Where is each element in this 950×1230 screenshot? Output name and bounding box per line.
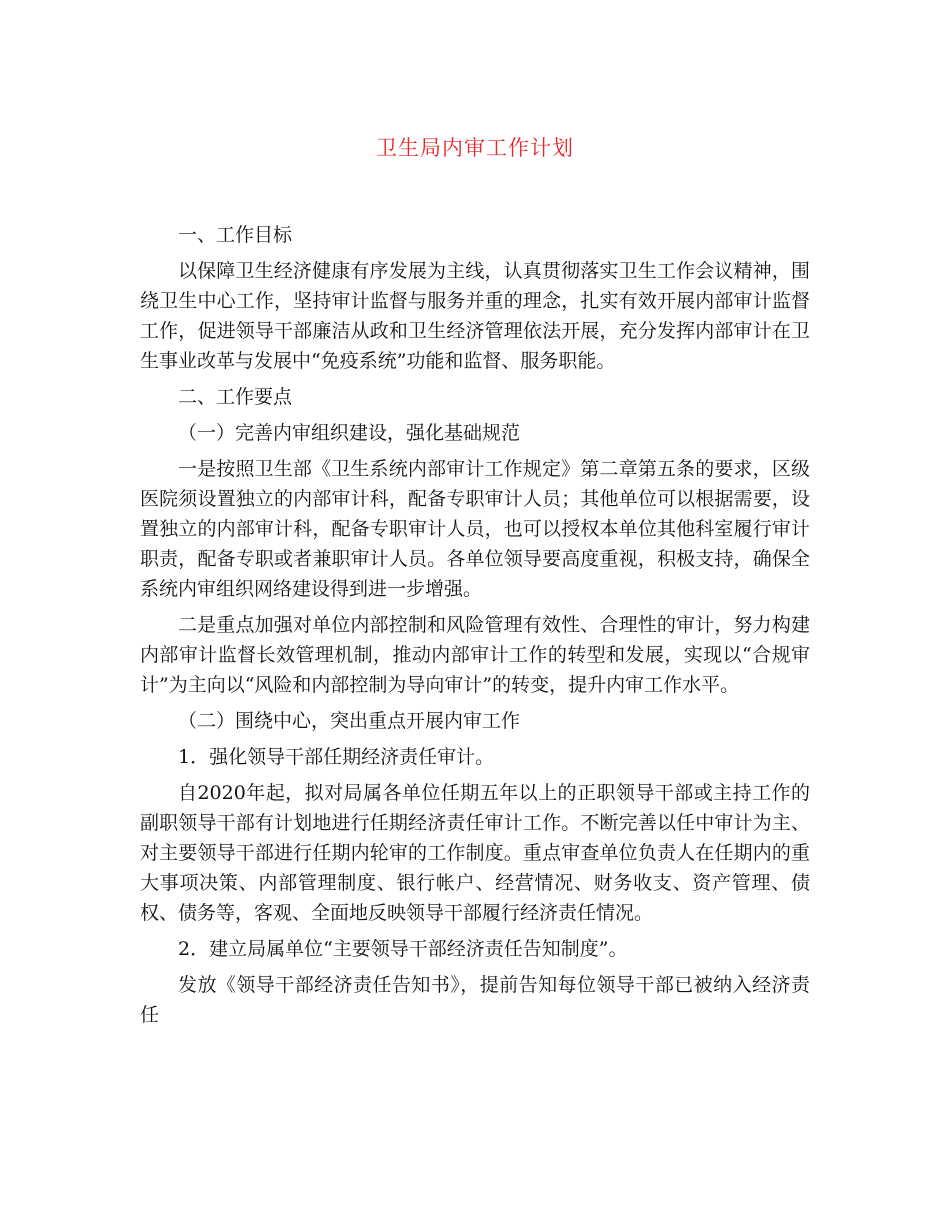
heading-work-points: 二、工作要点 — [178, 386, 293, 408]
paragraph: 以保障卫生经济健康有序发展为主线，认真贯彻落实卫生工作会议精神，围绕卫生中心工作，坚持审计监督与服务并重的理念，扎实有效开展内部审计监督工作，促进领导干部廉洁从政和卫生经济管理依法开展，充分发挥内部审计在卫生事业改革与发展中“免疫系统”功能和监督、服务职能。 — [140, 260, 810, 372]
document-title: 卫生局内审工作计划 — [376, 136, 574, 160]
document-body — [140, 220, 810, 1036]
subheading-focus: （二）围绕中心，突出重点开展内审工作 — [178, 710, 521, 732]
list-item: 2．建立局属单位“主要领导干部经济责任告知制度”。 — [178, 938, 628, 960]
paragraph: 自2020年起，拟对局属各单位任期五年以上的正职领导干部或主持工作的副职领导干部有计划地进行任期经济责任审计工作。不断完善以任中审计为主、对主要领导干部进行任期内轮审的工作制度。重点审查单位负责人在任期内的重大事项决策、内部管理制度、银行帐户、经营情况、财务收支、资产管理、债权、债务等，客观、全面地反映领导干部履行经济责任情况。 — [140, 782, 810, 924]
subheading-organization: （一）完善内审组织建设，强化基础规范 — [178, 422, 521, 444]
list-item: 1．强化领导干部任期经济责任审计。 — [178, 746, 495, 768]
paragraph: 发放《领导干部经济责任告知书》，提前告知每位领导干部已被纳入经济责任 — [140, 974, 810, 1026]
paragraph: 一是按照卫生部《卫生系统内部审计工作规定》第二章第五条的要求，区级医院须设置独立的内部审计科，配备专职审计人员；其他单位可以根据需要，设置独立的内部审计科，配备专职审计人员，也可以授权本单位其他科室履行审计职责，配备专职或者兼职审计人员。各单位领导要高度重视，积极支持，确保全系统内审组织网络建设得到进一步增强。 — [140, 458, 810, 600]
paragraph: 二是重点加强对单位内部控制和风险管理有效性、合理性的审计，努力构建内部审计监督长效管理机制，推动内部审计工作的转型和发展，实现以“合规审计”为主向以“风险和内部控制为导向审计”的转变，提升内审工作水平。 — [140, 614, 810, 696]
heading-work-goal: 一、工作目标 — [178, 224, 293, 246]
